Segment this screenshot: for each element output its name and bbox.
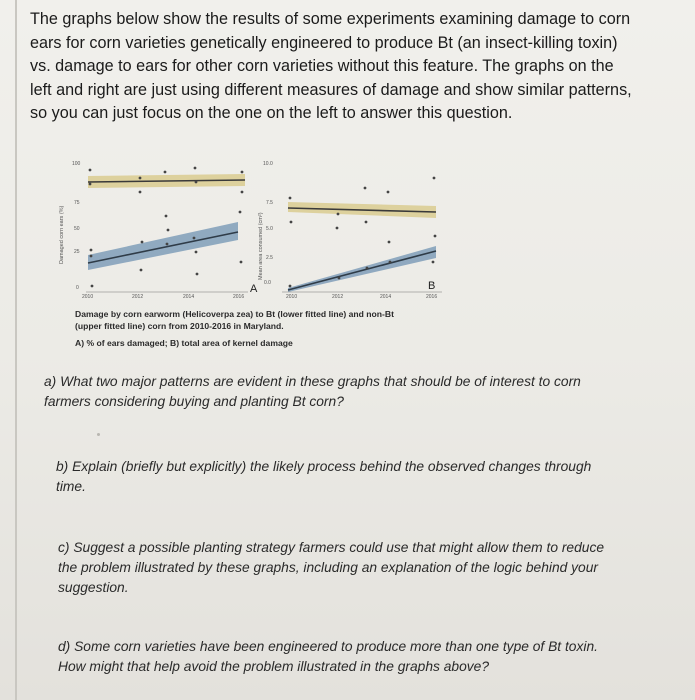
data-point (165, 215, 168, 218)
intro-line: vs. damage to ears for other corn varieties without this feature. The graphs on the (30, 57, 614, 75)
data-point (338, 277, 341, 280)
panel-b-ytick: 0.0 (264, 280, 271, 286)
question-c (58, 538, 638, 598)
data-point (89, 169, 92, 172)
panel-a-xtick: 2010 (82, 294, 94, 300)
panel-b-xtick: 2012 (332, 294, 344, 300)
data-point (290, 221, 293, 224)
panel-b-xtick: 2010 (286, 294, 298, 300)
panel-b-ytick: 10.0 (263, 161, 273, 167)
data-point (90, 249, 93, 252)
data-point (139, 177, 142, 180)
panel-b-ytick: 7.5 (266, 200, 273, 206)
panel-a (59, 161, 258, 300)
data-point (139, 191, 142, 194)
panel-a-ytick: 75 (74, 200, 80, 206)
question-line: d) Some corn varieties have been engineered to produce more than one type of Bt toxin. (58, 639, 598, 654)
panel-b-ylabel: Mean area consumed (cm²) (258, 212, 264, 280)
data-point (140, 269, 143, 272)
caption-line: A) % of ears damaged; B) total area of kernel damage (75, 338, 293, 348)
panel-a-bt-band (88, 222, 238, 270)
panel-b-bt-band (288, 246, 436, 292)
data-point (240, 261, 243, 264)
data-point (91, 285, 94, 288)
data-point (364, 187, 367, 190)
panel-a-xtick: 2016 (233, 294, 245, 300)
data-point (432, 261, 435, 264)
data-point (167, 229, 170, 232)
data-point (166, 243, 169, 246)
data-point (337, 213, 340, 216)
data-point (141, 241, 144, 244)
data-point (434, 235, 437, 238)
question-b (56, 457, 636, 497)
data-point (89, 183, 92, 186)
data-point (388, 241, 391, 244)
question-line: the problem illustrated by these graphs, including an explanation of the logic behind your (58, 560, 598, 575)
data-point (289, 285, 292, 288)
intro-line: ears for corn varieties genetically engineered to produce Bt (an insect-killing toxin) (30, 33, 618, 52)
panel-a-xtick: 2014 (183, 294, 195, 300)
question-line: b) Explain (briefly but explicitly) the likely process behind the observed changes through (56, 459, 592, 474)
panel-a-ytick: 0 (76, 285, 79, 291)
panel-b-bt-fit-line (288, 251, 436, 290)
panel-a-bt-fit-line (88, 232, 238, 263)
question-line: a) What two major patterns are evident in these graphs that should be of interest to corn (44, 374, 581, 389)
data-point (289, 197, 292, 200)
data-point (365, 221, 368, 224)
panel-a-ylabel: Damaged corn ears (%) (59, 205, 65, 264)
data-point (196, 273, 199, 276)
panel-b (258, 161, 442, 300)
data-point (195, 251, 198, 254)
bt-corn-damage-figure (50, 152, 450, 302)
panel-b-ytick: 5.0 (266, 226, 273, 232)
panel-b-letter: B (428, 280, 436, 292)
data-point (433, 177, 436, 180)
question-line: farmers considering buying and planting Bt corn? (44, 394, 344, 409)
question-d (58, 637, 638, 677)
data-point (195, 181, 198, 184)
question-line: suggestion. (58, 580, 129, 595)
caption-line: Damage by corn earworm (Helicoverpa zea) to Bt (lower fitted line) and non-Bt (75, 309, 394, 319)
panel-b-ytick: 2.5 (266, 255, 273, 261)
question-line: time. (56, 479, 86, 494)
panel-a-ytick: 100 (72, 161, 81, 167)
intro-line: so you can just focus on the one on the left to answer this question. (30, 104, 513, 122)
data-point (90, 255, 93, 258)
question-line: c) Suggest a possible planting strategy farmers could use that might allow them to reduce (58, 540, 605, 555)
data-point (241, 191, 244, 194)
intro-paragraph (30, 8, 670, 126)
caption-line: (upper fitted line) corn from 2010-2016 in Maryland. (75, 321, 284, 331)
data-point (193, 237, 196, 240)
question-line: How might that help avoid the problem illustrated in the graphs above? (58, 659, 490, 674)
panel-a-ytick: 25 (74, 249, 80, 255)
page-left-edge (15, 0, 17, 700)
intro-line: left and right are just using different measures of damage and show similar patterns, (30, 80, 632, 99)
data-point (239, 211, 242, 214)
data-point (387, 191, 390, 194)
panel-a-xtick: 2012 (132, 294, 144, 300)
panel-a-letter: A (250, 283, 258, 295)
data-point (389, 261, 392, 264)
data-point (366, 267, 369, 270)
figure-caption (75, 308, 475, 349)
data-point (241, 171, 244, 174)
stray-mark (97, 433, 100, 436)
intro-line: The graphs below show the results of some experiments examining damage to corn (30, 10, 631, 28)
data-point (194, 167, 197, 170)
panel-b-xtick: 2016 (426, 294, 438, 300)
data-point (336, 227, 339, 230)
panel-b-xtick: 2014 (380, 294, 392, 300)
question-a (44, 372, 644, 412)
data-point (164, 171, 167, 174)
panel-a-ytick: 50 (74, 226, 80, 232)
